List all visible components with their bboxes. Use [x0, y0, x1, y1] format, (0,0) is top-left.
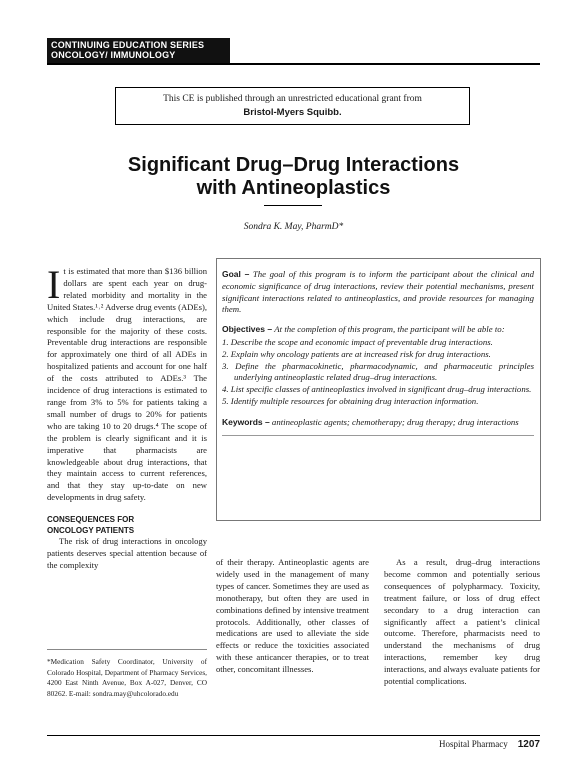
series-banner: [47, 38, 230, 63]
learning-objectives-box: [216, 258, 541, 521]
keywords-text: antineoplastic agents; chemotherapy; drug therapy; drug interactions: [271, 416, 519, 427]
section-heading-line-1: CONSEQUENCES FOR: [47, 515, 135, 525]
journal-name: Hospital Pharmacy: [439, 739, 508, 749]
top-rule: [47, 63, 540, 65]
title-divider: [264, 205, 322, 206]
objectives-label: Objectives –: [222, 324, 273, 335]
series-line-2: ONCOLOGY/ IMMUNOLOGY: [51, 50, 176, 60]
objectives-list: [222, 337, 534, 408]
intro-paragraph: [47, 262, 207, 504]
right-column: [384, 557, 540, 688]
grant-box: [115, 87, 470, 125]
left-column: [47, 262, 207, 572]
drop-cap: I: [47, 262, 61, 307]
intro-text: t is estimated that more than $136 billion dollars are spent each year on drug-related morbidity and mortality in the United States.¹˒² Adverse drug events (ADEs), which include drug interactions, are responsible for the majority of these costs. Preventable drug interactions are responsible for approximately one third of all ADEs in hospitalized patients and account for one half of the costs attributed to ADEs.³ The incidence of drug interactions is estimated to range from 3% to 5% for patients taking a small number of drugs to 20% for patients who are taking 10 to 20 drugs.⁴ The scope of the problem is clearly significant and it is imperative that pharmacists are knowledgeable about drug interactions, that they maintain access to current references, and that they stay up-to-date on new developments in drug safety.: [47, 266, 207, 503]
title-line-1: Significant Drug–Drug Interactions: [127, 154, 460, 176]
middle-column: [216, 557, 369, 676]
goal-label: Goal –: [222, 269, 250, 279]
objective-item: 3. Define the pharmacokinetic, pharmacodynamic, and pharmaceutic principles underlying antineoplastic related drug–drug interactions.: [222, 360, 534, 383]
middle-paragraph: of their therapy. Antineoplastic agents are widely used in the management of many types of cancer. Sometimes they are used as monotherapy, but often they are used in combinations defined by intensive treatment protocols. Additionally, other classes of medications are used to alleviate the side effects or reduce the toxicities associated with these anticancer therapies, or to treat other, concomitant illnesses.: [216, 557, 369, 675]
keywords-rule: [222, 435, 534, 436]
author-byline: Sondra K. May, PharmD*: [243, 222, 344, 232]
objective-item: 4. List specific classes of antineoplastics involved in significant drug–drug interactions.: [222, 384, 532, 395]
grant-line-1: This CE is published through an unrestricted educational grant from: [163, 94, 422, 104]
right-paragraph: As a result, drug–drug interactions become common and potentially serious consequences of polypharmacy. Toxicity, treatment failure, or loss of drug effect secondary to a drug interaction can significantly affect a patient’s clinical outcome. Therefore, pharmacists need to understand the mechanisms of drug interactions, remember key drug interactions, and always evaluate patients for potential complications.: [384, 557, 540, 687]
grant-sponsor: Bristol-Myers Squibb.: [243, 107, 342, 118]
objective-item: 5. Identify multiple resources for obtaining drug interaction information.: [222, 395, 479, 406]
objectives-intro: [222, 324, 534, 336]
section-heading-line-2: ONCOLOGY PATIENTS: [47, 526, 135, 536]
consequences-paragraph: The risk of drug interactions in oncology patients deserves special attention because of the complexity: [47, 536, 207, 570]
author-footnote: *Medication Safety Coordinator, University of Colorado Hospital, Department of Pharmacy Services, 4200 East Ninth Avenue, Box A-027, Denver, CO 80262. E-mail: sondra.may@uhcolorado.edu: [47, 657, 207, 698]
keywords-label: Keywords –: [222, 416, 270, 427]
series-line-1: CONTINUING EDUCATION SERIES: [51, 40, 205, 50]
objectives-text: At the completion of this program, the participant will be able to:: [274, 324, 505, 335]
footnote-rule: [47, 649, 207, 650]
title-line-2: with Antineoplastics: [196, 177, 391, 199]
page-number: 1207: [517, 739, 540, 750]
goal-paragraph: [222, 269, 534, 316]
goal-text: The goal of this program is to inform the participant about the clinical and economic significance of drug interactions, review their potential mechanisms, present significant interactions related to antineoplastics, and provide resources for managing them.: [222, 269, 535, 315]
objective-item: 1. Describe the scope and economic impact of preventable drug interactions.: [222, 336, 493, 347]
objective-item: 2. Explain why oncology patients are at increased risk for drug interactions.: [222, 348, 491, 359]
section-heading: [47, 514, 207, 536]
footer-rule: [47, 735, 540, 736]
keywords-paragraph: [222, 417, 534, 429]
page-footer: [400, 739, 540, 750]
article-title: [47, 154, 540, 200]
